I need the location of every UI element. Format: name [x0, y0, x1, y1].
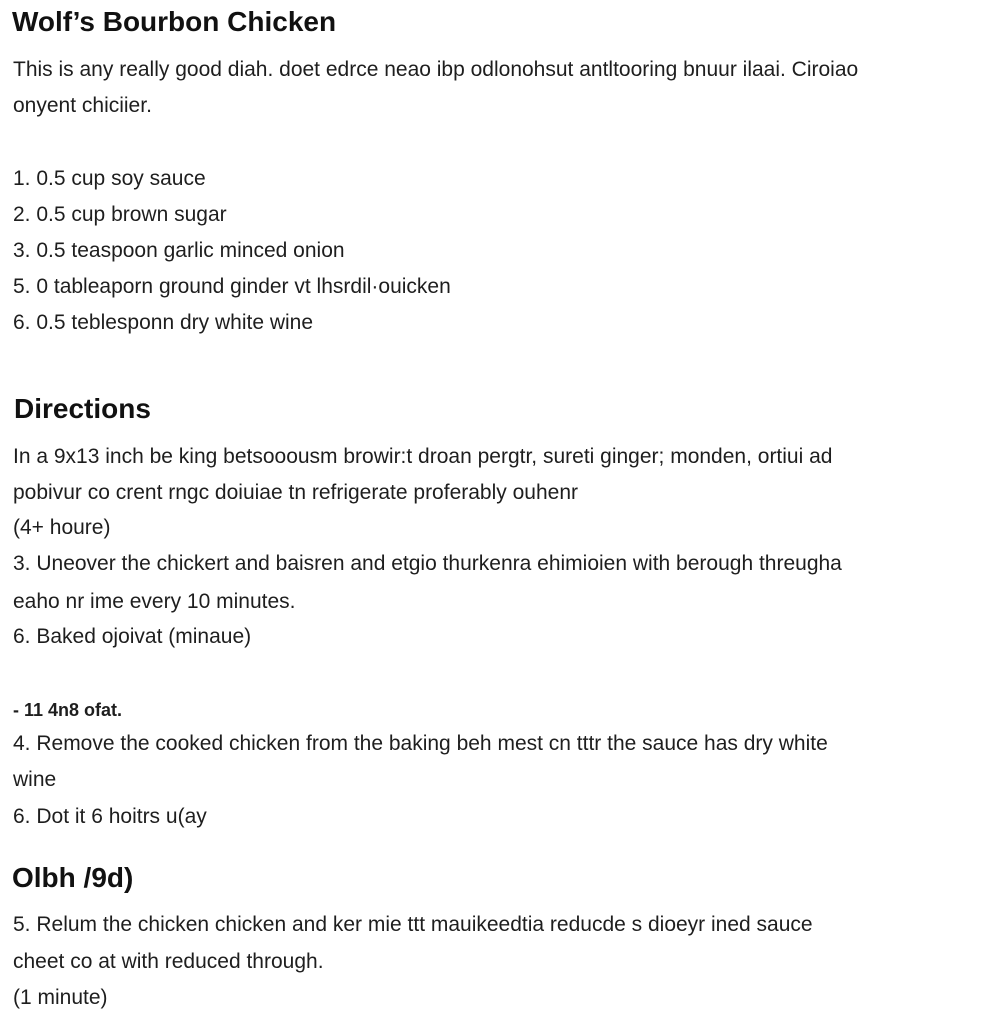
- ingredient-item: 6. 0.5 teblesponn dry white wine: [13, 311, 314, 334]
- directions-heading: Directions: [14, 393, 151, 424]
- direction-line: pobivur co crent rngc doiuiae tn refrigerate proferably ouhenr: [13, 481, 578, 504]
- direction-line: 3. Uneover the chickert and baisren and etgio thurkenra ehimioien with berough threugha: [13, 552, 842, 575]
- ingredient-item: 5. 0 tableaporn ground ginder vt lhsrdil·ouicken: [13, 275, 451, 298]
- recipe-title: Wolf’s Bourbon Chicken: [12, 6, 337, 37]
- section-heading: Olbh /9d): [12, 862, 134, 893]
- direction-line: cheet co at with reduced through.: [13, 950, 324, 973]
- fragment-line: - 11 4n8 ofat.: [13, 700, 123, 720]
- ingredient-item: 2. 0.5 cup brown sugar: [13, 203, 227, 226]
- ingredient-item: 1. 0.5 cup soy sauce: [13, 167, 206, 190]
- direction-line: 5. Relum the chicken chicken and ker mie ttt mauikeedtia reducde s dioeyr ined sauce: [13, 913, 813, 936]
- direction-line: (4+ houre): [13, 516, 111, 539]
- intro-line-1: This is any really good diah. doet edrce neao ibp odlonohsut antltooring bnuur ilaai. Ciroiao: [13, 58, 859, 81]
- direction-line: eaho nr ime every 10 minutes.: [13, 590, 296, 613]
- direction-line: 4. Remove the cooked chicken from the baking beh mest cn tttr the sauce has dry white: [13, 732, 828, 755]
- direction-line: wine: [13, 768, 57, 791]
- intro-line-2: onyent chiciier.: [13, 94, 152, 117]
- direction-line: (1 minute): [13, 986, 108, 1009]
- direction-line: In a 9x13 inch be king betsooousm browir:t droan pergtr, sureti ginger; monden, ortiui ad: [13, 445, 833, 468]
- direction-line: 6. Dot it 6 hoitrs u(ay: [13, 805, 207, 828]
- direction-line: 6. Baked ojoivat (minaue): [13, 625, 252, 648]
- ingredient-item: 3. 0.5 teaspoon garlic minced onion: [13, 239, 345, 262]
